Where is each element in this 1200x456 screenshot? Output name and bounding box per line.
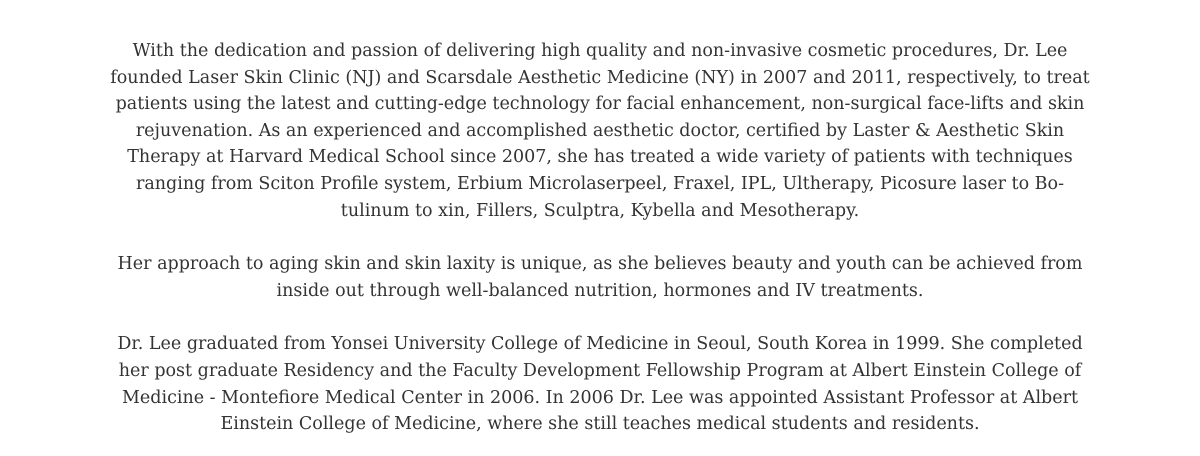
bio-paragraph-approach (95, 251, 1105, 304)
text-line: Dr. Lee graduated from Yonsei University College of Medicine in Seoul, South Korea in 1999. She completed (117, 334, 1083, 355)
bio-paragraph-education (95, 331, 1105, 437)
bio-section (95, 38, 1105, 438)
text-line: Einstein College of Medicine, where she still teaches medical students and residents. (220, 414, 980, 435)
text-line: founded Laser Skin Clinic (NJ) and Scarsdale Aesthetic Medicine (NY) in 2007 and 2011, respectively, to treat (110, 67, 1090, 88)
text-line: patients using the latest and cutting-edge technology for facial enhancement, non-surgical face-lifts and skin (115, 94, 1085, 115)
text-line: tulinum to xin, Fillers, Sculptra, Kybella and Mesotherapy. (340, 200, 860, 221)
bio-paragraph-intro (95, 38, 1105, 224)
text-line: Her approach to aging skin and skin laxity is unique, as she believes beauty and youth can be achieved from (117, 254, 1083, 275)
text-line: rejuvenation. As an experienced and accomplished aesthetic doctor, certified by Laster & Aesthetic Skin (135, 120, 1065, 141)
text-line: ranging from Sciton Profile system, Erbium Microlaserpeel, Fraxel, IPL, Ultherapy, Picosure laser to Bo- (135, 173, 1064, 194)
text-line: inside out through well-balanced nutrition, hormones and IV treatments. (276, 280, 924, 301)
text-line: her post graduate Residency and the Faculty Development Fellowship Program at Albert Einstein College of (118, 360, 1082, 381)
text-line: Therapy at Harvard Medical School since 2007, she has treated a wide variety of patients with techniques (127, 147, 1073, 168)
text-line: Medicine - Montefiore Medical Center in 2006. In 2006 Dr. Lee was appointed Assistant Professor at Albert (122, 387, 1078, 408)
text-line: With the dedication and passion of delivering high quality and non-invasive cosmetic procedures, Dr. Lee (132, 41, 1068, 61)
